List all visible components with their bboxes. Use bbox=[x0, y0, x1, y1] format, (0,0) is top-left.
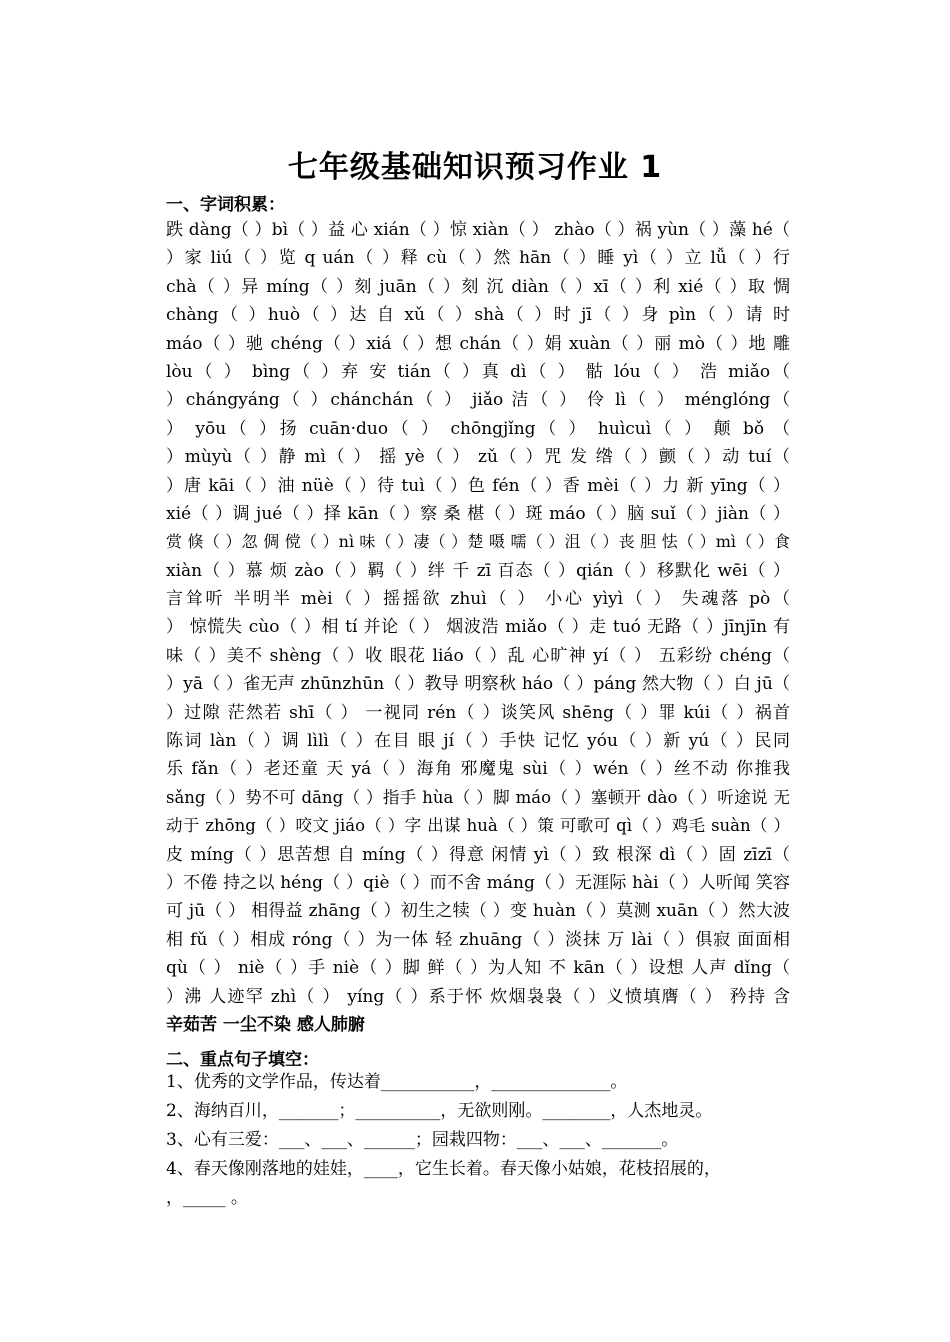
vocab-line: ）yā（ ）雀无声 zhūnzhūn（ ）教导 明察秋 háo（ ）páng 然大物（ ）白 jū（ bbox=[166, 674, 790, 695]
sentence-item: 3、心有三爱：___、___、______；园栽四物：___、___、_______。 bbox=[166, 1130, 679, 1150]
vocab-line: qù（ ） niè（ ）手 niè（ ）脚 鲜（ ）为人知 不 kān（ ）设想 人声 dǐng（ bbox=[166, 958, 790, 979]
vocab-line: 动于 zhōng（ ）咬文 jiáo（ ）字 出谋 huà（ ）策 可歌可 qì（ ）鸡毛 suàn（ ） bbox=[166, 816, 790, 836]
vocab-line: 相 fǔ（ ）相成 róng（ ）为一体 轻 zhuāng（ ）淡抹 万 lài（ ）俱寂 面面相 bbox=[166, 929, 790, 950]
vocab-line: ）过隙 茫然若 shī（ ） 一视同 rén（ ）谈笑风 shēng（ ）罪 kúi（ ）祸首 bbox=[166, 702, 790, 723]
vocab-line: ）唐 kāi（ ）油 nüè（ ）待 tuì（ ）色 fén（ ）香 mèi（ ）力 新 yīng（ ） bbox=[166, 475, 790, 496]
sentence-item: ，_____ 。 bbox=[166, 1188, 248, 1208]
vocab-line: sǎng（ ）势不可 dāng（ ）指手 hùa（ ）脚 máo（ ）塞顿开 dào（ ）听途说 无 bbox=[166, 787, 790, 807]
vocab-line: ） 惊慌失 cùo（ ）相 tí 并论（ ） 烟波浩 miǎo（ ）走 tuó 无路（ ）jīnjīn 有 bbox=[166, 617, 790, 638]
vocab-line: ）家 liú（ ）览 q uán（ ）释 cù（ ）然 hān（ ）睡 yì（ ）立 lǚ（ ）行 bbox=[166, 248, 790, 269]
sentence-item: 1、优秀的文学作品，传达着___________，______________。 bbox=[166, 1072, 628, 1092]
vocab-line: 赏 倏（ ）忽 倜 傥（ ）nì 味（ ）凄（ ）楚 嗫 嚅（ ）沮（ ）丧 胆 怯（ ）mì（ ）食 bbox=[166, 532, 790, 552]
vocab-line: ） yōu（ ）扬 cuān·duo（ ） chōngjǐng（ ） huìcuì（ ） 颠 bǒ （ bbox=[166, 418, 790, 439]
section-heading-vocabulary: 一、字词积累： bbox=[166, 195, 285, 215]
vocab-line: lòu（ ） bìng（ ）弃 安 tián（ ）真 dì（ ） 骷 lóu（ ） 浩 miǎo（ bbox=[166, 361, 790, 382]
vocabulary-lines bbox=[166, 216, 790, 1039]
vocab-line: 言耸听 半明半 mèi（ ）摇摇欲 zhuì（ ） 小心 yìyì（ ） 失魂落 pò（ bbox=[166, 589, 790, 610]
vocab-line: 皮 míng（ ）思苦想 自 míng（ ）得意 闲情 yì（ ）致 根深 dì（ ）固 zīzī（ bbox=[166, 844, 790, 865]
vocab-line: xié（ ）调 jué（ ）择 kān（ ）察 桑 椹（ ）斑 máo（ ）脑 suǐ（ ）jiàn（ ） bbox=[166, 503, 790, 524]
vocab-line: ）mùyù（ ）静 mì（ ） 摇 yè（ ） zǔ（ ）咒 发 绺（ ）颤（ ）动 tuí（ bbox=[166, 447, 790, 468]
vocab-line: ）不倦 持之以 héng（ ）qiè（ ）而不舍 máng（ ）无涯际 hài（ ）人听闻 笑容 bbox=[166, 872, 790, 893]
vocab-line: 可 jū（ ） 相得益 zhāng（ ）初生之犊（ ）变 huàn（ ）莫测 xuān（ ）然大波 bbox=[166, 901, 790, 922]
sentence-item: 4、春天像刚落地的娃娃，____，它生长着。春天像小姑娘，花枝招展的， bbox=[166, 1159, 721, 1179]
section-heading-sentences: 二、重点句子填空： bbox=[166, 1050, 319, 1070]
vocab-line: 陈词 làn（ ）调 lìlì（ ）在目 眼 jí（ ）手快 记忆 yóu（ ）新 yú（ ）民同 bbox=[166, 731, 790, 752]
page-title: 七年级基础知识预习作业 1 bbox=[287, 150, 663, 185]
vocab-line: xiàn（ ）慕 烦 zào（ ）羁（ ）绊 千 zī 百态（ ）qián（ ）移默化 wēi（ ） bbox=[166, 560, 790, 581]
vocab-line: chà（ ）异 míng（ ）刻 juān（ ）刻 沉 diàn（ ）xī（ ）利 xié（ ）取 惆 bbox=[166, 276, 790, 297]
vocab-line: 味（ ）美不 shèng（ ）收 眼花 liáo（ ）乱 心旷神 yí（ ） 五彩纷 chéng（ bbox=[166, 645, 790, 666]
vocab-line: ）chángyáng（ ）chánchán（ ） jiǎo 洁（ ） 伶 lì（ ） ménglóng（ bbox=[166, 390, 790, 411]
sentence-item: 2、海纳百川，_______；__________，无欲则刚。________，人杰地灵。 bbox=[166, 1101, 713, 1121]
vocab-line: ）沸 人迹罕 zhì（ ） yíng（ ）系于怀 炊烟袅袅（ ）义愤填膺（ ） 矜持 含 bbox=[166, 986, 790, 1007]
vocab-line: máo（ ）驰 chéng（ ）xiá（ ）想 chán（ ）娟 xuàn（ ）丽 mò（ ）地 雕 bbox=[166, 333, 790, 354]
vocab-line-bold: 辛茹苦 一尘不染 感人肺腑 bbox=[166, 1014, 365, 1035]
vocab-line: 跌 dàng（ ）bì（ ）益 心 xián（ ）惊 xiàn（ ） zhào（ ）祸 yùn（ ）藻 hé（ bbox=[166, 220, 790, 240]
vocab-line: chàng（ ）huò（ ）达 自 xǔ（ ）shà（ ）时 jī（ ）身 pìn（ ）请 时 bbox=[166, 305, 790, 326]
vocab-line: 乐 fǎn（ ）老还童 天 yá（ ）海角 邪魔鬼 sùi（ ）wén（ ）丝不动 你推我 bbox=[166, 759, 790, 780]
